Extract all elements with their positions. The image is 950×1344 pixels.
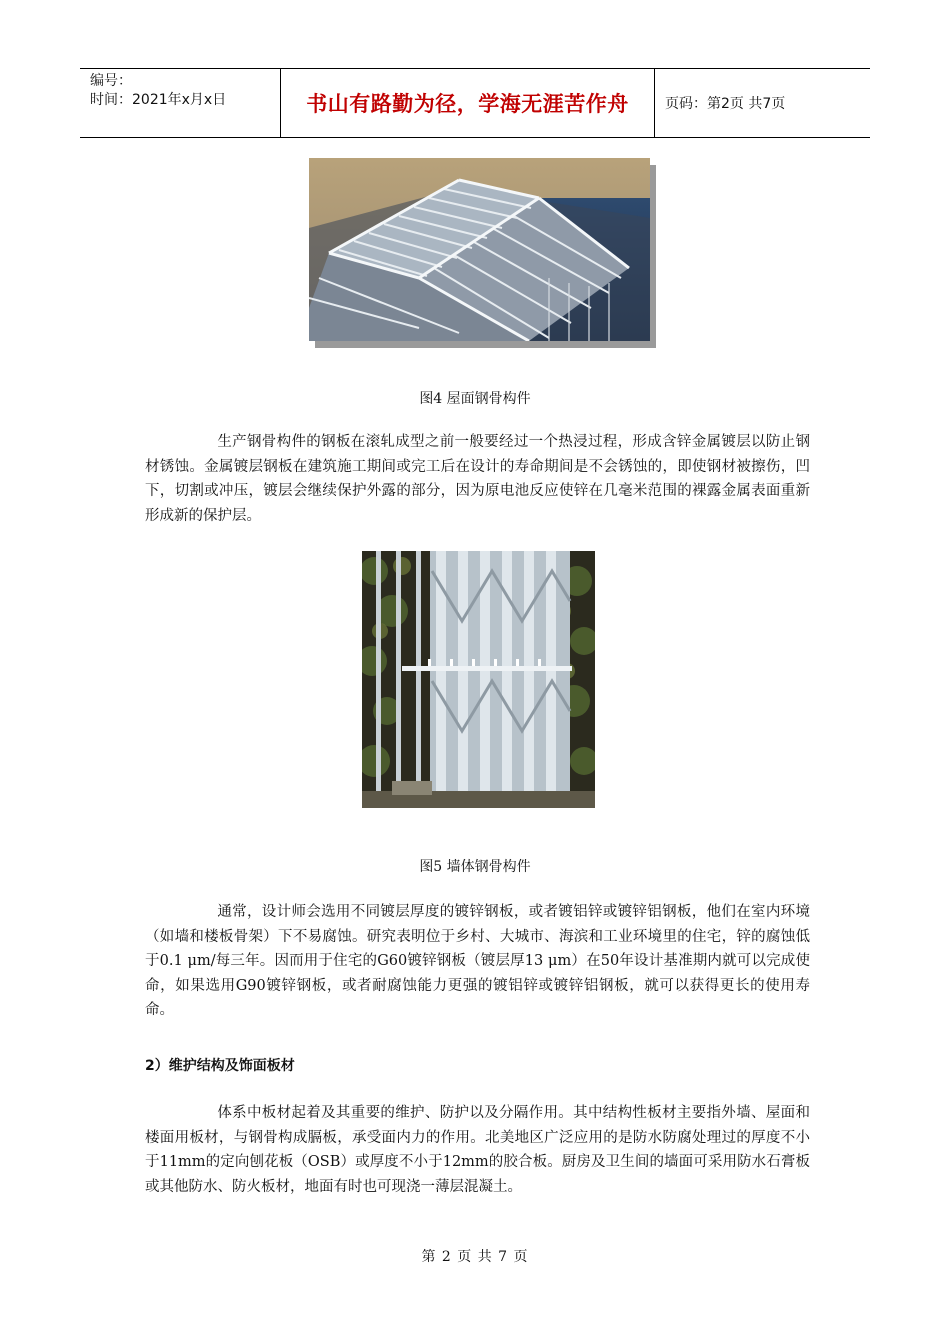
- paragraph-2: [145, 900, 810, 1023]
- paragraph-3: [145, 1101, 810, 1199]
- figure-4-caption: 图4 屋面钢骨构件: [419, 391, 531, 407]
- wall-framing-illustration: [362, 551, 595, 808]
- figure-5-caption: 图5 墙体钢骨构件: [419, 859, 531, 875]
- page-footer: 第 2 页 共 7 页: [421, 1249, 529, 1265]
- paragraph-2-text: 通常，设计师会选用不同镀层厚度的镀锌钢板，或者镀铝锌或镀锌铝钢板，他们在室内环境（如墙和楼板骨架）下不易腐蚀。研究表明位于乡村、大城市、海滨和工业环境里的住宅，锌的腐蚀低于0.1 μm/每三年。因而用于住宅的G60镀锌钢板（镀层厚13 μm）在50年设计基准期内就可以完成使命，如果选用G90镀锌钢板，或者耐腐蚀能力更强的镀铝锌或镀锌铝钢板，就可以获得更长的使用寿命。: [145, 904, 810, 1018]
- paragraph-1: [145, 430, 810, 528]
- figure-5-image: [362, 551, 595, 808]
- header-table: [80, 68, 870, 138]
- header-left-cell: [80, 69, 281, 137]
- paragraph-1-text: 生产钢骨构件的钢板在滚轧成型之前一般要经过一个热浸过程，形成含锌金属镀层以防止钢材锈蚀。金属镀层钢板在建筑施工期间或完工后在设计的寿命期间是不会锈蚀的，即使钢材被擦伤，凹下，切割或冲压，镀层会继续保护外露的部分，因为原电池反应使锌在几毫米范围的裸露金属表面重新形成新的保护层。: [145, 434, 810, 524]
- paragraph-3-text: 体系中板材起着及其重要的维护、防护以及分隔作用。其中结构性板材主要指外墙、屋面和楼面用板材，与钢骨构成膈板，承受面内力的作用。北美地区广泛应用的是防水防腐处理过的厚度不小于11mm的定向刨花板（OSB）或厚度不小于12mm的胶合板。厨房及卫生间的墙面可采用防水石膏板或其他防水、防火板材，地面有时也可现浇一薄层混凝土。: [145, 1105, 810, 1195]
- time-label: 时间：2021年x月x日: [90, 92, 227, 108]
- motto: 书山有路勤为径，学海无涯苦作舟: [281, 69, 655, 137]
- roof-framing-illustration: [309, 158, 650, 341]
- figure-4-image: [309, 158, 650, 341]
- section-heading: 2）维护结构及饰面板材: [145, 1058, 295, 1074]
- page-label: 页码：第2页 共7页: [665, 96, 786, 112]
- number-label: 编号：: [90, 73, 132, 89]
